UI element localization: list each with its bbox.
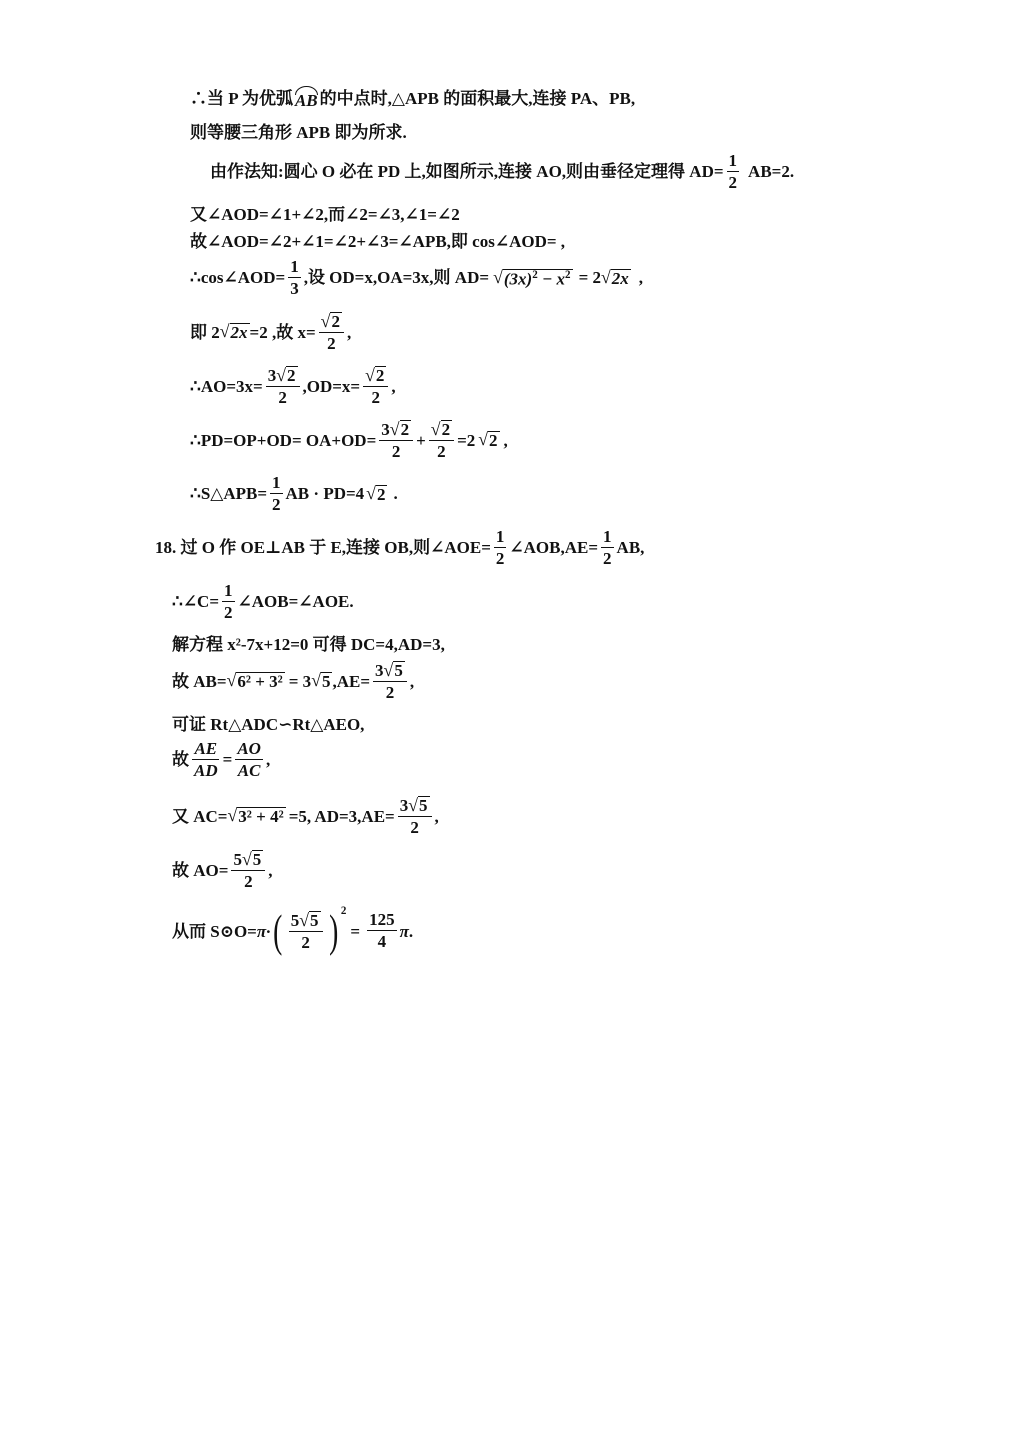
fraction: $\frac{1}{2}$ — [495, 527, 505, 568]
text: ∴∠C= — [172, 592, 220, 612]
text: =5, AD=3,AE= — [288, 806, 395, 826]
text: 故∠AOD=∠2+∠1=∠2+∠3=∠APB,即 cos∠AOD= , — [190, 232, 566, 251]
text: 18. 过 O 作 OE⊥AB 于 E,连接 OB,则∠AOE= — [155, 538, 491, 558]
fraction: 5 √ 5 2 — [289, 911, 323, 952]
line-16 — [172, 740, 270, 780]
pi-symbol: π· — [256, 921, 271, 941]
text: + — [416, 430, 426, 450]
text: ∴当 P 为优弧 — [190, 89, 293, 108]
text: = 3 — [288, 671, 312, 691]
sqrt: √ 2x — [219, 321, 248, 343]
text: 的中点时,△APB 的面积最大,连接 PA、PB, — [319, 89, 636, 108]
text: , — [434, 806, 439, 826]
text: 故 AO= — [172, 860, 229, 880]
line-7 — [190, 312, 351, 353]
text: ∴cos∠AOD= — [190, 268, 286, 288]
text: ∠AOB=∠AOE. — [237, 592, 354, 612]
text: , — [503, 430, 508, 450]
text: 从而 S⊙O= — [172, 921, 257, 941]
fraction: $\frac{1}{2}$ — [728, 151, 738, 192]
sqrt: √ 3² + 4² — [227, 805, 284, 827]
fraction: 3 √ 5 2 — [373, 661, 407, 702]
fraction: 3 √ 2 2 — [266, 366, 300, 407]
line-12 — [172, 582, 354, 622]
fraction: 3 √ 2 2 — [379, 420, 413, 461]
fraction: 5 √ 5 2 — [231, 850, 265, 891]
text: AB · PD=4 — [285, 484, 365, 504]
fraction: $\frac{1}{2}$ — [272, 473, 281, 514]
line-11 — [155, 528, 644, 568]
text: ∴AO=3x= — [190, 376, 263, 396]
sqrt: √ 2 — [366, 482, 386, 504]
text: , — [638, 268, 644, 288]
text: . — [393, 484, 398, 504]
text: 又∠AOD=∠1+∠2,而∠2=∠3,∠1=∠2 — [190, 205, 460, 224]
text: 又 AC= — [172, 806, 228, 826]
text: =2 — [457, 430, 476, 450]
fraction: √ 2 2 — [429, 420, 454, 461]
fraction: $\frac{AE}{AD}$ — [194, 739, 218, 780]
text: , — [265, 750, 271, 770]
text: 可证 Rt△ADC∽Rt△AEO, — [172, 715, 365, 734]
text: AB=2. — [748, 162, 795, 182]
text: , — [409, 671, 415, 691]
line-4 — [190, 206, 460, 223]
text: ∠AOB,AE= — [509, 538, 599, 558]
line-13 — [172, 636, 445, 653]
line-10 — [190, 474, 398, 514]
text: 故 — [172, 750, 189, 770]
fraction: √ 2 2 — [319, 312, 344, 353]
line-17 — [172, 796, 439, 837]
line-8 — [190, 366, 396, 407]
text: 解方程 x²-7x+12=0 可得 DC=4,AD=3, — [172, 635, 445, 654]
text: 故 AB= — [172, 671, 227, 691]
fraction: $\frac{125}{4}$ — [369, 910, 395, 951]
exponent: 2 — [340, 905, 347, 917]
text: , — [346, 322, 352, 342]
line-2 — [190, 124, 407, 141]
text: ∴PD=OP+OD= OA+OD= — [190, 430, 377, 450]
text: ,AE= — [332, 671, 371, 691]
text: = — [350, 921, 361, 941]
text: = — [222, 750, 233, 770]
line-3 — [210, 152, 794, 192]
line-14 — [172, 661, 414, 702]
fraction: $\frac{1}{3}$ — [290, 257, 299, 298]
fraction: 3 √ 5 2 — [398, 796, 432, 837]
text: =2 ,故 x= — [249, 322, 316, 342]
text: ,设 OD=x,OA=3x,则 AD= — [303, 268, 490, 288]
sqrt: √ $(3x)^2 - x^2$ — [493, 266, 571, 289]
line-15 — [172, 716, 364, 733]
text: 由作法知:圆心 O 必在 PD 上,如图所示,连接 AO,则由垂径定理得 AD= — [210, 162, 724, 182]
line-1 — [190, 88, 635, 109]
sqrt: √ 6² + 3² — [226, 670, 283, 692]
fraction: $\frac{AO}{AC}$ — [237, 739, 261, 780]
sqrt: √ 2x — [601, 266, 629, 288]
sqrt: √ 2 — [478, 429, 498, 451]
line-6 — [190, 258, 643, 298]
fraction: $\frac{1}{2}$ — [224, 581, 233, 622]
fraction: $\frac{1}{2}$ — [603, 527, 612, 568]
line-18 — [172, 850, 272, 891]
text: , — [268, 860, 273, 880]
line-9 — [190, 420, 508, 461]
sqrt: √ 5 — [311, 670, 331, 692]
text: 即 2 — [190, 322, 220, 342]
line-19: 从而 S⊙O= π· ( 5 √ 5 2 ) $^2$ = $\frac{125}{4}$ π . — [172, 905, 414, 956]
text: = 2 — [578, 268, 601, 288]
text: ,OD=x= — [302, 376, 361, 396]
arc-ab: AB — [295, 88, 318, 109]
fraction: √ 2 2 — [363, 366, 388, 407]
text: . — [408, 921, 414, 941]
text: AB, — [616, 538, 645, 558]
text: 则等腰三角形 APB 即为所求. — [190, 123, 407, 142]
pi-symbol: π — [399, 921, 409, 941]
line-5 — [190, 233, 565, 250]
text: , — [391, 376, 396, 396]
text: ∴S△APB= — [190, 484, 268, 504]
